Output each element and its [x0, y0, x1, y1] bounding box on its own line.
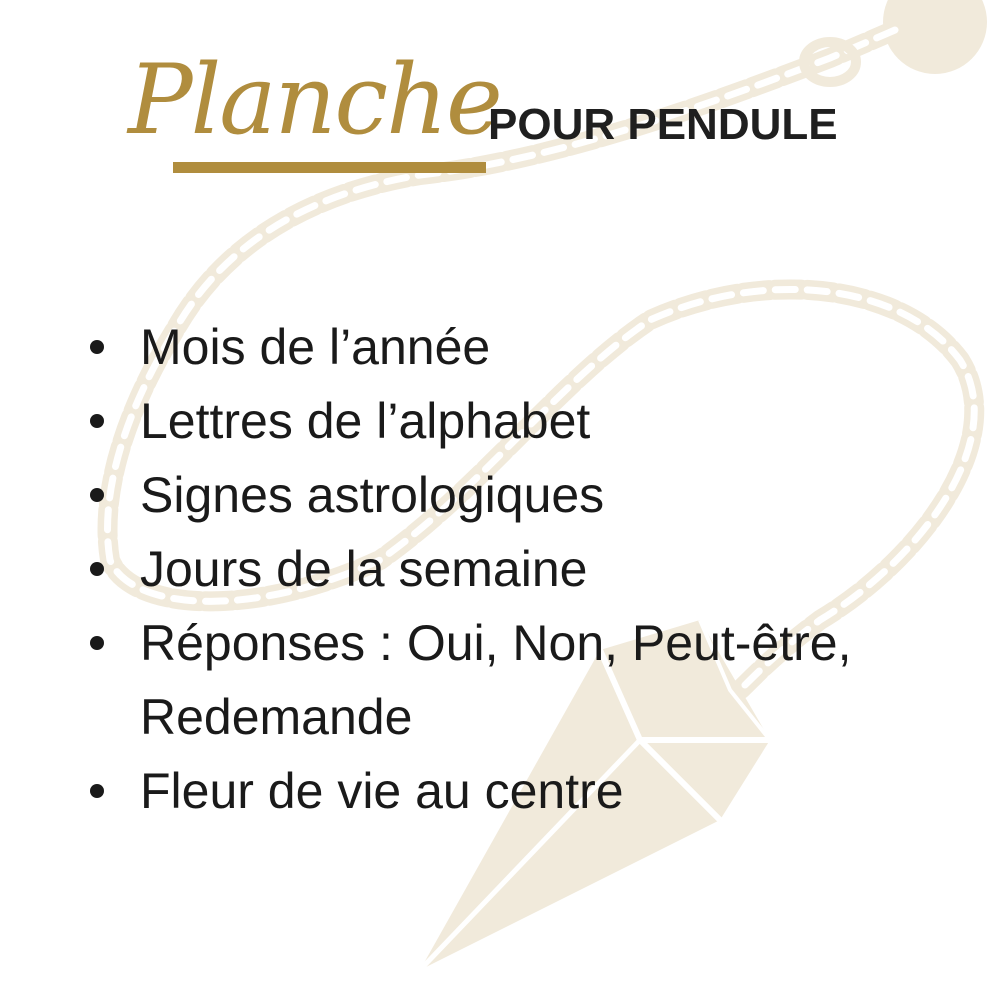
- list-item: [0, 458, 960, 532]
- list-item-text: Fleur de vie au centre: [140, 763, 624, 819]
- list-item: [0, 754, 960, 828]
- list-item-text: Jours de la semaine: [140, 541, 588, 597]
- list-item-text: Réponses : Oui, Non, Peut-être, Redemande: [140, 615, 852, 745]
- list-item-text: Mois de l’année: [140, 319, 491, 375]
- list-item: [0, 310, 960, 384]
- bullet-icon: [90, 636, 104, 650]
- title-underline: [173, 162, 486, 173]
- list-item: [0, 532, 960, 606]
- feature-list: [0, 310, 960, 828]
- list-item: [0, 606, 960, 754]
- title-subtitle: POUR PENDULE: [488, 100, 838, 149]
- bullet-icon: [90, 340, 104, 354]
- list-item: [0, 384, 960, 458]
- title-script-word: Planche: [128, 44, 501, 156]
- bullet-icon: [90, 562, 104, 576]
- list-item-text: Signes astrologiques: [140, 467, 605, 523]
- bullet-icon: [90, 488, 104, 502]
- bullet-icon: [90, 414, 104, 428]
- bullet-icon: [90, 784, 104, 798]
- list-item-text: Lettres de l’alphabet: [140, 393, 591, 449]
